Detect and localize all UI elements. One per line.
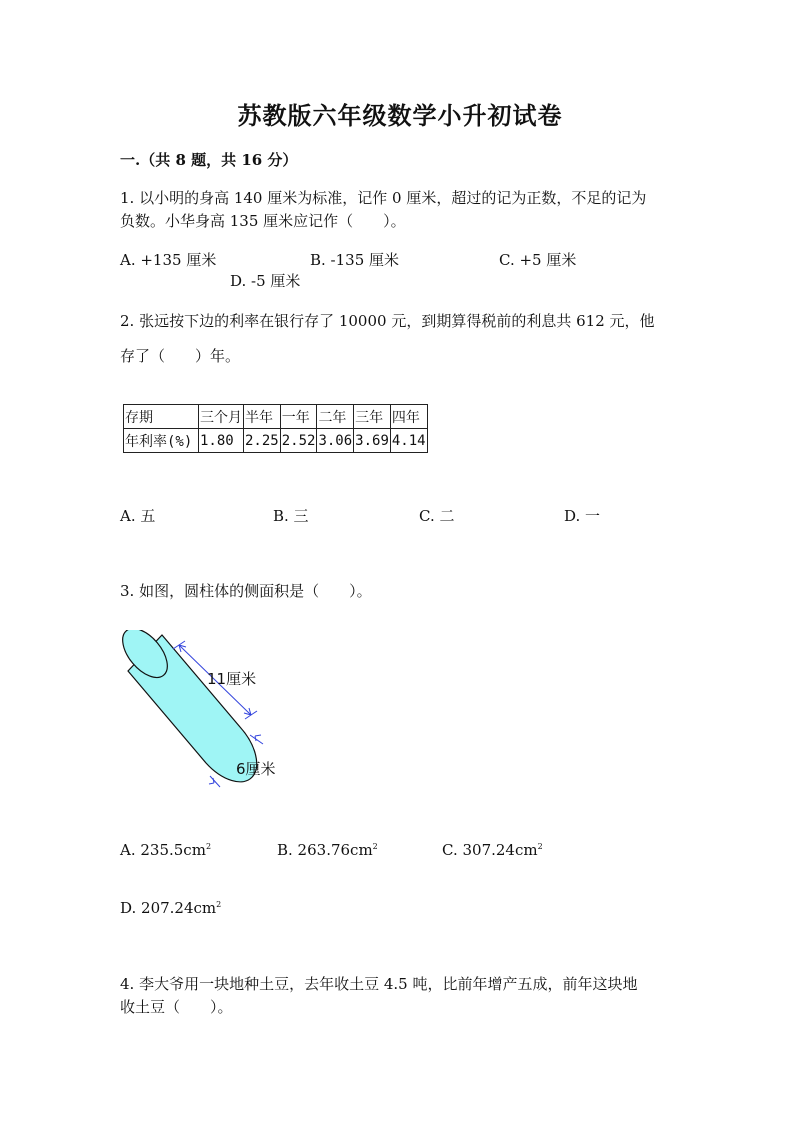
unit-superscript: 2: [537, 842, 543, 851]
unit-superscript: 2: [372, 842, 378, 851]
diameter-label: 6厘米: [236, 760, 276, 778]
question-text-line: 负数。小华身高 135 厘米应记作（ ）。: [120, 212, 406, 230]
table-cell: 4.14: [390, 429, 427, 453]
option-d: D. -5 厘米: [230, 272, 301, 290]
table-header-cell: 四年: [390, 405, 427, 429]
table-cell: 2.25: [244, 429, 281, 453]
option-a: A. +135 厘米: [120, 251, 217, 269]
question-text-line: 收土豆（ ）。: [120, 998, 233, 1016]
table-cell: 1.80: [199, 429, 244, 453]
table-cell: 2.52: [280, 429, 317, 453]
section-header: 一.（共 8 题，共 16 分）: [120, 151, 298, 169]
option-d-text: D. 207.24cm: [120, 899, 217, 917]
question-text-line: 存了（ ）年。: [120, 347, 241, 365]
table-header-cell: 一年: [280, 405, 317, 429]
option-d: [120, 899, 221, 917]
question-text-line: 4. 李大爷用一块地种土豆，去年收土豆 4.5 吨，比前年增产五成，前年这块地: [120, 975, 638, 993]
option-b: B. -135 厘米: [310, 251, 400, 269]
table-cell: 3.06: [317, 429, 354, 453]
table-header-row: [124, 405, 428, 429]
interest-rate-table: [123, 404, 428, 453]
table-cell: 3.69: [354, 429, 391, 453]
table-header-cell: 三年: [354, 405, 391, 429]
table-header-cell: 存期: [124, 405, 199, 429]
option-c-text: C. 307.24cm: [442, 841, 538, 859]
option-d: D. 一: [564, 507, 601, 525]
question-text-line: 3. 如图，圆柱体的侧面积是（ ）。: [120, 582, 372, 600]
option-c: [442, 841, 543, 859]
option-a: [120, 841, 211, 859]
length-label: 11厘米: [207, 670, 257, 688]
unit-superscript: 2: [216, 900, 222, 909]
table-header-cell: 半年: [244, 405, 281, 429]
option-b: B. 三: [273, 507, 309, 525]
option-b: [277, 841, 378, 859]
table-row: [124, 429, 428, 453]
option-a-text: A. 235.5cm: [120, 841, 206, 859]
table-header-cell: 三个月: [199, 405, 244, 429]
page-title: 苏教版六年级数学小升初试卷: [237, 101, 563, 130]
unit-superscript: 2: [205, 842, 212, 851]
question-text-line: 1. 以小明的身高 140 厘米为标准，记作 0 厘米，超过的记为正数，不足的记为: [120, 189, 647, 207]
option-a: A. 五: [120, 507, 156, 525]
option-b-text: B. 263.76cm: [277, 841, 373, 859]
table-cell: 年利率(%): [124, 429, 199, 453]
option-c: C. 二: [419, 507, 455, 525]
option-c: C. +5 厘米: [499, 251, 577, 269]
question-text-line: 2. 张远按下边的利率在银行存了 10000 元，到期算得税前的利息共 612 元，他: [120, 312, 655, 330]
table-header-cell: 二年: [317, 405, 354, 429]
cylinder-figure: [115, 630, 295, 800]
